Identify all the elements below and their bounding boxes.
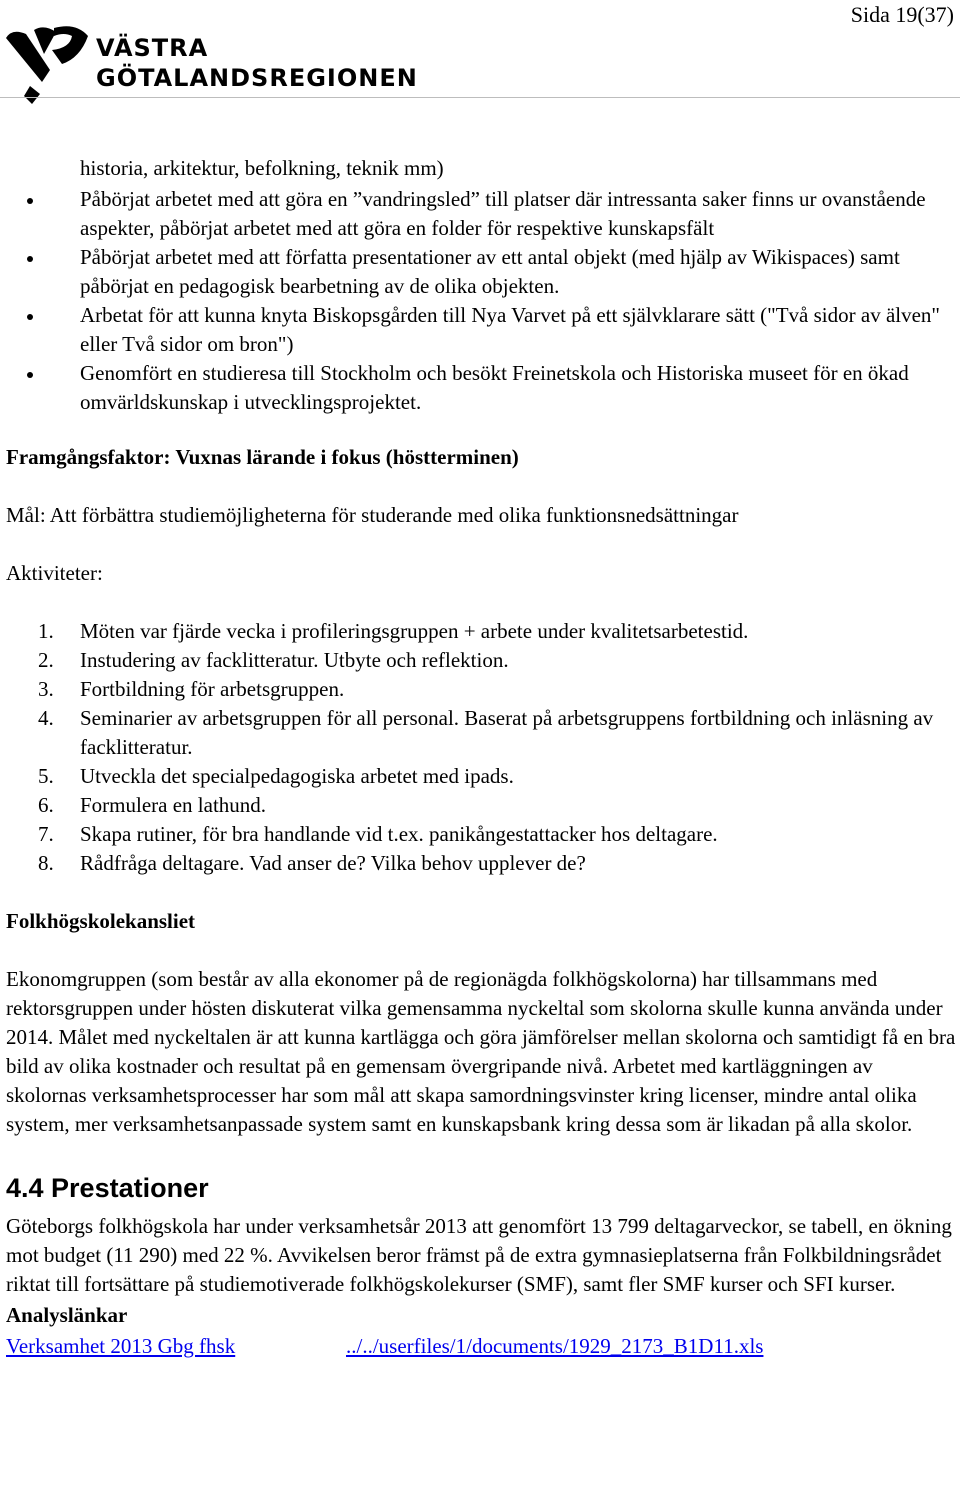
activity-text: Skapa rutiner, för bra handlande vid t.ex. panikångestattacker hos deltagare. bbox=[80, 822, 718, 846]
activity-text: Utveckla det specialpedagogiska arbetet med ipads. bbox=[80, 764, 514, 788]
activity-item bbox=[6, 762, 956, 791]
vastra-gotalandsregionen-logo bbox=[4, 24, 418, 106]
activity-item bbox=[6, 617, 956, 646]
analysis-links-row bbox=[6, 1332, 956, 1361]
activity-item bbox=[6, 675, 956, 704]
activity-text: Möten var fjärde vecka i profileringsgruppen + arbete under kvalitetsarbetestid. bbox=[80, 619, 749, 643]
bullet-item: Påbörjat arbetet med att författa presentationer av ett antal objekt (med hjälp av Wikispaces) samt påbörjat en pedagogisk bearbetning av de olika objekten. bbox=[6, 243, 956, 301]
activity-number: 1. bbox=[38, 619, 54, 643]
bullet-list bbox=[6, 185, 956, 417]
activity-item bbox=[6, 849, 956, 878]
link-verksamhet-2013[interactable]: Verksamhet 2013 Gbg fhsk bbox=[6, 1334, 236, 1358]
activity-text: Formulera en lathund. bbox=[80, 793, 267, 817]
logo-text-line1: VÄSTRA bbox=[96, 34, 209, 62]
activity-text: Rådfråga deltagare. Vad anser de? Vilka behov upplever de? bbox=[80, 851, 586, 875]
page-number: Sida 19(37) bbox=[850, 2, 954, 27]
activity-text: Instudering av facklitteratur. Utbyte och reflektion. bbox=[80, 648, 509, 672]
activities-list bbox=[6, 617, 956, 878]
activity-item bbox=[6, 791, 956, 820]
kansliet-heading: Folkhögskolekansliet bbox=[6, 909, 196, 933]
analysis-links-heading: Analyslänkar bbox=[6, 1303, 128, 1327]
bullet-item: Arbetat för att kunna knyta Biskopsgården till Nya Varvet på ett självklarare sätt ("Två sidor av älven" eller Två sidor om bron") bbox=[6, 301, 956, 359]
activity-number: 7. bbox=[38, 822, 54, 846]
activity-item bbox=[6, 820, 956, 849]
activity-item bbox=[6, 704, 956, 762]
activity-number: 4. bbox=[38, 706, 54, 730]
activities-label: Aktiviteter: bbox=[6, 561, 103, 585]
activity-number: 2. bbox=[38, 648, 54, 672]
page-content bbox=[6, 154, 956, 1361]
activity-number: 5. bbox=[38, 764, 54, 788]
logo-text-line2: GÖTALANDSREGIONEN bbox=[96, 64, 418, 92]
activity-text: Seminarier av arbetsgruppen för all personal. Baserat på arbetsgruppens fortbildning och inläsning av facklitteratur. bbox=[80, 706, 934, 759]
link-userfiles-xls[interactable]: ../../userfiles/1/documents/1929_2173_B1D11.xls bbox=[346, 1334, 764, 1358]
activity-number: 8. bbox=[38, 851, 54, 875]
bullet-item: Påbörjat arbetet med att göra en ”vandringsled” till platser där intressanta saker finns ur ovanstående aspekter, påbörjat arbetet med att göra en folder för respektive kunskapsfält bbox=[6, 185, 956, 243]
activity-text: Fortbildning för arbetsgruppen. bbox=[80, 677, 345, 701]
bullet-item: Genomfört en studieresa till Stockholm och besökt Freinetskola och Historiska museet för en ökad omvärldskunskap i utvecklingsprojektet. bbox=[6, 359, 956, 417]
goal-text: Mål: Att förbättra studiemöjligheterna för studerande med olika funktionsnedsättningar bbox=[6, 503, 739, 527]
success-factor-heading: Framgångsfaktor: Vuxnas lärande i fokus (höstterminen) bbox=[6, 445, 519, 469]
section-heading: 4.4 Prestationer bbox=[6, 1173, 209, 1203]
section-paragraph: Göteborgs folkhögskola har under verksamhetsår 2013 att genomfört 13 799 deltagarveckor, se tabell, en ökning mot budget (11 290) med 22 %. Avvikelsen beror främst på de extra gymnasieplatserna från Folkbildningsrådet riktat till fortsättare på studiemotiverade folkhögskolekurser (SMF), samt fler SMF kurser och SFI kurser. bbox=[6, 1214, 952, 1296]
kansliet-paragraph: Ekonomgruppen (som består av alla ekonomer på de regionägda folkhögskolorna) har tillsammans med rektorsgruppen under hösten diskuterat vilka gemensamma nyckeltal som skolorna skulle kunna använda under 2014. Målet med nyckeltalen är att kunna kartlägga och göra jämförelser mellan skolorna och samtidigt få en bra bild av olika kostnader och resultat på en gemensam övergripande nivå. Arbetet med kartläggningen av skolornas verksamhetsprocesser har som mål att skapa samordningsvinster kring licenser, mindre antal olika system, mer verksamhetsanpassade system samt en kunskapsbank kring dessa som är likadan på alla skolor. bbox=[6, 967, 956, 1136]
activity-number: 3. bbox=[38, 677, 54, 701]
logo-emblem-icon bbox=[4, 24, 94, 106]
continuation-line: historia, arkitektur, befolkning, teknik mm) bbox=[80, 156, 444, 180]
activity-item bbox=[6, 646, 956, 675]
header-divider bbox=[0, 97, 960, 98]
activity-number: 6. bbox=[38, 793, 54, 817]
